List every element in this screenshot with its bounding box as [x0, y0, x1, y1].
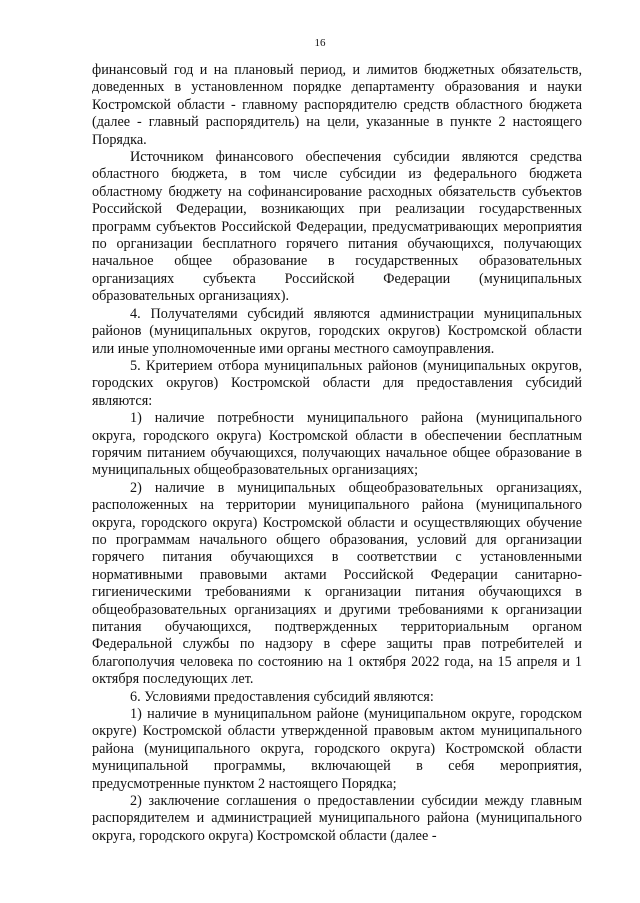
- paragraph-item-4-recipients: 4. Получателями субсидий являются администрации муниципальных районов (муниципальных округов, городских округов) Костромской области или иные уполномоченные ими органы местного самоуправления.: [92, 305, 582, 357]
- paragraph-item-6-conditions: 6. Условиями предоставления субсидий являются:: [130, 688, 434, 705]
- paragraph-item-5-selection-criterion: 5. Критерием отбора муниципальных районов (муниципальных округов, городских округов) Костромской области для предоставления субсидий являются:: [92, 357, 582, 409]
- paragraph-budget-limits: финансовый год и на плановый период, и лимитов бюджетных обязательств, доведенных в установленном порядке департаменту образования и науки Костромской области - главному распорядителю средств областного бюджета (далее - главный распорядитель) на цели, указанные в пункте 2 настоящего Порядка.: [92, 62, 582, 148]
- paragraph-condition-2: 2) заключение соглашения о предоставлении субсидии между главным распорядителем и администрацией муниципального района (муниципального округа, городского округа) Костромской области (далее -: [92, 793, 582, 844]
- document-text-body: [92, 62, 582, 845]
- paragraph-criterion-1: 1) наличие потребности муниципального района (муниципального округа, городского округа) Костромской области в обеспечении бесплатным горячим питанием обучающихся, получающих начальное общее образование в муниципальных общеобразовательных организациях;: [92, 410, 582, 479]
- page-number: 16: [314, 37, 326, 49]
- paragraph-criterion-2: 2) наличие в муниципальных общеобразовательных организациях, расположенных на территории муниципального района (муниципального округа, городского округа) Костромской области и осуществляющих обучение по программам начального общего образования, условий для организации горячего питания обучающихся в соответствии с установленными нормативными правовыми актами Российской Федерации санитарно-гигиеническими требованиями к организации питания обучающихся в общеобразовательных организациях и другими требованиями к организации питания обучающихся, подтвержденных территориальным органом Федеральной службы по надзору в сфере защиты прав потребителей и благополучия человека по состоянию на 1 октября 2022 года, на 15 апреля и 1 октября последующих лет.: [92, 479, 582, 688]
- paragraph-condition-1: 1) наличие в муниципальном районе (муниципальном округе, городском округе) Костромской области утвержденной правовым актом муниципального района (муниципального округа, городского округа) Костромской области муниципальной программы, включающей в себя мероприятия, предусмотренные пунктом 2 настоящего Порядка;: [92, 706, 582, 792]
- paragraph-funding-source: Источником финансового обеспечения субсидии являются средства областного бюджета, в том числе субсидии из федерального бюджета областному бюджету на софинансирование расходных обязательств субъектов Российской Федерации, возникающих при реализации государственных программ субъектов Российской Федерации, предусматривающих мероприятия по организации бесплатного горячего питания обучающихся, получающих начальное общее образование в государственных образовательных организациях субъекта Российской Федерации (муниципальных образовательных организациях).: [92, 149, 582, 305]
